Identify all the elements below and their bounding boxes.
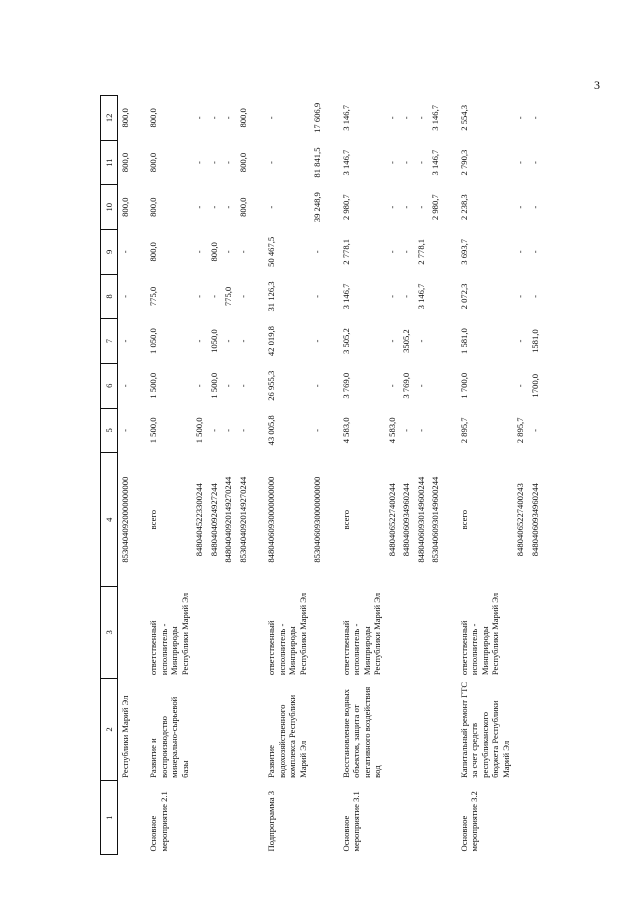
col-header: 6 <box>101 363 118 408</box>
table-cell: - <box>237 428 248 432</box>
table-cell: 84804060930000000000 <box>266 476 277 563</box>
table-cell <box>399 587 413 679</box>
table-cell: - <box>386 384 397 388</box>
table-cell: - <box>237 384 248 388</box>
table-cell: 800,0 <box>237 108 248 128</box>
table-cell: - <box>386 116 397 120</box>
table-cell <box>192 781 206 855</box>
table-cell: 800,0 <box>120 152 130 173</box>
table-cell: 775,0 <box>148 286 159 307</box>
table-cell <box>192 678 206 781</box>
table-cell: - <box>386 161 397 164</box>
table-cell: - <box>515 205 526 209</box>
table-row <box>399 96 413 855</box>
table-cell <box>207 678 221 781</box>
table-cell: - <box>515 295 526 298</box>
table-cell: - <box>401 250 412 254</box>
table-cell <box>385 781 399 855</box>
table-row <box>207 96 221 855</box>
spacer-cell <box>132 96 146 855</box>
table-cell: 84804060930149600244 <box>415 476 426 563</box>
table-cell: - <box>223 161 234 164</box>
table-row <box>192 96 206 855</box>
table-cell <box>310 781 324 855</box>
table-cell: - <box>415 161 426 164</box>
table-cell: 800,0 <box>148 197 159 217</box>
table-cell: - <box>223 339 234 343</box>
table-cell: 42 019,8 <box>266 326 277 357</box>
table-cell: - <box>312 428 323 432</box>
table-cell: ответственный исполнитель - Минприроды Республики Марий Эл <box>148 592 190 676</box>
table-cell <box>528 587 542 679</box>
table-cell: 1 700,0 <box>458 372 469 399</box>
table-cell <box>192 587 206 679</box>
table-cell <box>513 678 527 781</box>
table-cell: - <box>401 161 412 164</box>
table-cell: - <box>415 384 426 388</box>
table-cell: - <box>529 250 540 254</box>
table-cell: 31 126,3 <box>266 281 277 312</box>
table-cell <box>399 781 413 855</box>
table-cell: - <box>120 428 130 432</box>
col-header: 2 <box>101 678 118 781</box>
table-cell: - <box>223 205 234 209</box>
table-cell: 800,0 <box>148 152 159 173</box>
table-cell: 2 778,1 <box>340 238 351 265</box>
table-cell <box>428 230 442 275</box>
table-cell: - <box>194 250 205 254</box>
table-cell: 3 146,7 <box>340 149 351 176</box>
table-cell: - <box>401 295 412 298</box>
table-cell <box>513 587 527 679</box>
table-cell <box>414 678 428 781</box>
table-cell: - <box>223 384 234 388</box>
col-header: 10 <box>101 185 118 230</box>
table-cell <box>236 678 250 781</box>
table-cell: ответственный исполнитель - Минприроды Республики Марий Эл <box>266 592 308 676</box>
table-cell <box>207 781 221 855</box>
table-cell: 84804040920149270244 <box>223 476 234 563</box>
table-cell: - <box>312 250 323 254</box>
table-cell: 81 841,5 <box>312 147 323 178</box>
table-cell: 50 467,5 <box>266 236 277 267</box>
table-row <box>528 96 542 855</box>
table-cell: - <box>237 250 248 254</box>
table-cell: - <box>266 205 277 209</box>
table-cell: - <box>208 205 219 209</box>
table-cell: - <box>208 295 219 298</box>
table-cell <box>513 781 527 855</box>
table-cell <box>221 678 235 781</box>
table-cell: - <box>194 384 205 388</box>
col-header: 11 <box>101 140 118 185</box>
table-cell <box>236 781 250 855</box>
table-cell: 1581,0 <box>529 329 540 353</box>
table-cell: 3 693,7 <box>458 238 469 265</box>
table-cell: Основное мероприятие 3.1 <box>340 791 362 852</box>
table-cell: - <box>515 250 526 254</box>
table-cell: 3 146,7 <box>430 104 441 131</box>
table-cell: - <box>194 339 205 343</box>
table-cell: - <box>312 295 323 298</box>
table-cell: 1 581,0 <box>458 328 469 354</box>
table-cell: всего <box>340 510 351 530</box>
table-cell: 1 050,0 <box>148 328 159 354</box>
table-cell: 43 005,8 <box>266 415 277 446</box>
table-cell: 1 500,0 <box>208 372 219 399</box>
table-cell <box>414 781 428 855</box>
table-cell: - <box>223 250 234 254</box>
col-header: 8 <box>101 274 118 319</box>
table-cell: 2 895,7 <box>515 417 526 444</box>
table-cell <box>428 363 442 408</box>
table-cell: Развитие и воспроизводство минерально-сырьевой базы <box>148 696 190 778</box>
table-cell: - <box>223 428 234 432</box>
table-cell: Основное мероприятие 3.2 <box>458 791 480 852</box>
table-cell: - <box>120 339 130 343</box>
table-cell: 26 955,3 <box>266 370 277 401</box>
table-cell: 800,0 <box>148 108 159 128</box>
col-header: 9 <box>101 230 118 275</box>
table-cell <box>528 678 542 781</box>
table-cell: 1700,0 <box>529 373 540 398</box>
table-cell: 39 248,9 <box>312 192 323 223</box>
table-cell: 3 146,7 <box>415 283 426 310</box>
table-cell <box>207 587 221 679</box>
table-cell: 3 769,0 <box>340 372 351 399</box>
table-cell: 1 500,0 <box>148 417 159 444</box>
table-cell <box>414 587 428 679</box>
table-cell: 3505,2 <box>401 329 412 353</box>
table-cell: - <box>515 384 526 388</box>
col-header: 12 <box>101 96 118 141</box>
table-cell: - <box>401 116 412 120</box>
table-cell: - <box>529 205 540 209</box>
table-cell: 84804045223300244 <box>194 483 205 557</box>
table-cell: 800,0 <box>120 197 130 217</box>
table-cell: 3 769,0 <box>401 372 412 399</box>
page-number: 3 <box>594 78 600 92</box>
table-cell: 800,0 <box>120 108 130 128</box>
table-cell <box>428 274 442 319</box>
table-cell: - <box>194 161 205 164</box>
spacer-cell <box>443 96 457 855</box>
table-cell: 2 980,7 <box>340 194 351 221</box>
table-cell: 800,0 <box>208 242 219 262</box>
table-cell: 85304060930149600244 <box>430 476 441 563</box>
table-cell: - <box>120 384 130 388</box>
table-cell: - <box>386 250 397 254</box>
table-cell: - <box>386 339 397 343</box>
table-cell: Республики Марий Эл <box>120 695 130 778</box>
spacer-cell <box>325 96 339 855</box>
table-cell <box>221 781 235 855</box>
table-cell <box>528 781 542 855</box>
table-cell: 84804060934960244 <box>529 483 540 557</box>
table-cell: Капитальный ремонт ГТС за счет средств республиканского бюджета Республики Марий Эл <box>458 681 511 778</box>
table-cell: 85304060930000000000 <box>312 476 323 563</box>
table-row <box>310 96 324 855</box>
table-cell: 2 790,3 <box>458 149 469 176</box>
table-cell: - <box>208 116 219 120</box>
col-header: 5 <box>101 408 118 453</box>
table-cell: - <box>120 250 130 254</box>
table-cell: - <box>312 384 323 388</box>
table-cell: - <box>529 116 540 120</box>
table-row <box>414 96 428 855</box>
table-cell: 84804060934960244 <box>401 483 412 557</box>
table-row <box>428 96 442 855</box>
table-cell <box>428 781 442 855</box>
table-row <box>385 96 399 855</box>
table-cell: 1050,0 <box>208 329 219 353</box>
table-cell: Восстановление водных объектов, защита от негативного воздействия вод <box>340 686 383 778</box>
table-cell: 3 146,7 <box>340 283 351 310</box>
table-cell: Основное мероприятие 2.1 <box>148 791 169 852</box>
table-row <box>221 96 235 855</box>
table-row <box>146 96 192 855</box>
table-cell: 3 146,7 <box>430 149 441 176</box>
table-cell: 2 980,7 <box>430 194 441 221</box>
table-cell <box>385 587 399 679</box>
table-cell: - <box>237 295 248 298</box>
table-cell: - <box>415 428 426 432</box>
table-cell: 84804040924927244 <box>208 483 219 557</box>
table-cell <box>118 781 133 855</box>
table-cell: - <box>223 116 234 120</box>
table-cell: 800,0 <box>148 242 159 262</box>
table-cell: 17 606,9 <box>312 102 323 133</box>
table-cell <box>428 587 442 679</box>
table-cell: 84804065227400243 <box>515 483 526 557</box>
table-cell: - <box>415 116 426 120</box>
table-cell: 2 778,1 <box>415 238 426 265</box>
table-cell: 775,0 <box>223 286 234 307</box>
table-cell: - <box>415 205 426 209</box>
table-cell: Развитие водохозяйственного комплекса Республики Марий Эл <box>266 694 308 778</box>
table-cell: - <box>529 428 540 432</box>
table-cell: - <box>237 339 248 343</box>
col-header: 3 <box>101 587 118 679</box>
table-cell <box>385 678 399 781</box>
table-cell: 1 500,0 <box>148 372 159 399</box>
table-cell: 84804065227400244 <box>386 483 397 557</box>
table-cell: 85304040920000000000 <box>120 476 130 563</box>
table-cell: - <box>515 161 526 164</box>
table-cell: 2 238,3 <box>458 194 469 221</box>
table-cell: всего <box>458 510 469 530</box>
rotated-table-container <box>100 95 560 855</box>
table-cell: - <box>194 205 205 209</box>
table-cell: ответственный исполнитель - Минприроды Республики Марий Эл <box>340 592 383 676</box>
table-cell: 2 554,3 <box>458 104 469 131</box>
table-cell: - <box>208 428 219 432</box>
table-cell: ответственный исполнитель - Минприроды Республики Марий Эл <box>458 592 501 676</box>
row-spacer <box>132 96 146 855</box>
table-cell <box>310 587 324 679</box>
table-cell: 4 583,0 <box>340 417 351 444</box>
header-row <box>101 96 118 855</box>
table-cell: 85304040920149270244 <box>237 476 248 563</box>
table-row <box>118 96 133 855</box>
col-header: 7 <box>101 319 118 364</box>
table-row <box>339 96 385 855</box>
table-row <box>513 96 527 855</box>
table-body <box>118 96 543 855</box>
table-cell <box>428 319 442 364</box>
table-cell: 800,0 <box>237 152 248 173</box>
table-cell: - <box>266 116 277 120</box>
table-cell <box>428 408 442 453</box>
row-spacer <box>325 96 339 855</box>
table-row <box>457 96 513 855</box>
col-header: 4 <box>101 453 118 587</box>
table-cell: - <box>120 295 130 298</box>
table-cell: - <box>386 205 397 209</box>
table-cell: - <box>312 339 323 343</box>
table-row <box>236 96 250 855</box>
table-cell: 1 500,0 <box>194 417 205 444</box>
table-cell: - <box>529 161 540 164</box>
table-cell <box>118 587 133 679</box>
table-cell: 3 505,2 <box>340 328 351 354</box>
spacer-cell <box>250 96 264 855</box>
table-cell: - <box>515 339 526 343</box>
table-cell: - <box>208 161 219 164</box>
col-header: 1 <box>101 781 118 855</box>
table-cell: Подпрограмма 3 <box>266 790 277 852</box>
table-cell: - <box>194 116 205 120</box>
table-cell: - <box>266 161 277 164</box>
table-row <box>264 96 310 855</box>
table-cell: 2 072,3 <box>458 283 469 310</box>
table-cell: - <box>515 116 526 120</box>
table-cell: - <box>529 295 540 298</box>
table-cell <box>236 587 250 679</box>
table-cell: - <box>386 295 397 298</box>
table-cell <box>399 678 413 781</box>
table-cell <box>310 678 324 781</box>
table-cell: - <box>401 205 412 209</box>
table-cell: 4 583,0 <box>386 417 397 444</box>
row-spacer <box>443 96 457 855</box>
budget-table <box>100 95 542 855</box>
table-cell: 800,0 <box>237 197 248 217</box>
row-spacer <box>250 96 264 855</box>
table-cell: 3 146,7 <box>340 104 351 131</box>
table-cell: - <box>415 339 426 343</box>
table-cell: - <box>401 428 412 432</box>
table-cell <box>221 587 235 679</box>
table-cell: всего <box>148 510 159 530</box>
table-cell: - <box>194 295 205 298</box>
table-cell <box>428 678 442 781</box>
table-cell: 2 895,7 <box>458 417 469 444</box>
